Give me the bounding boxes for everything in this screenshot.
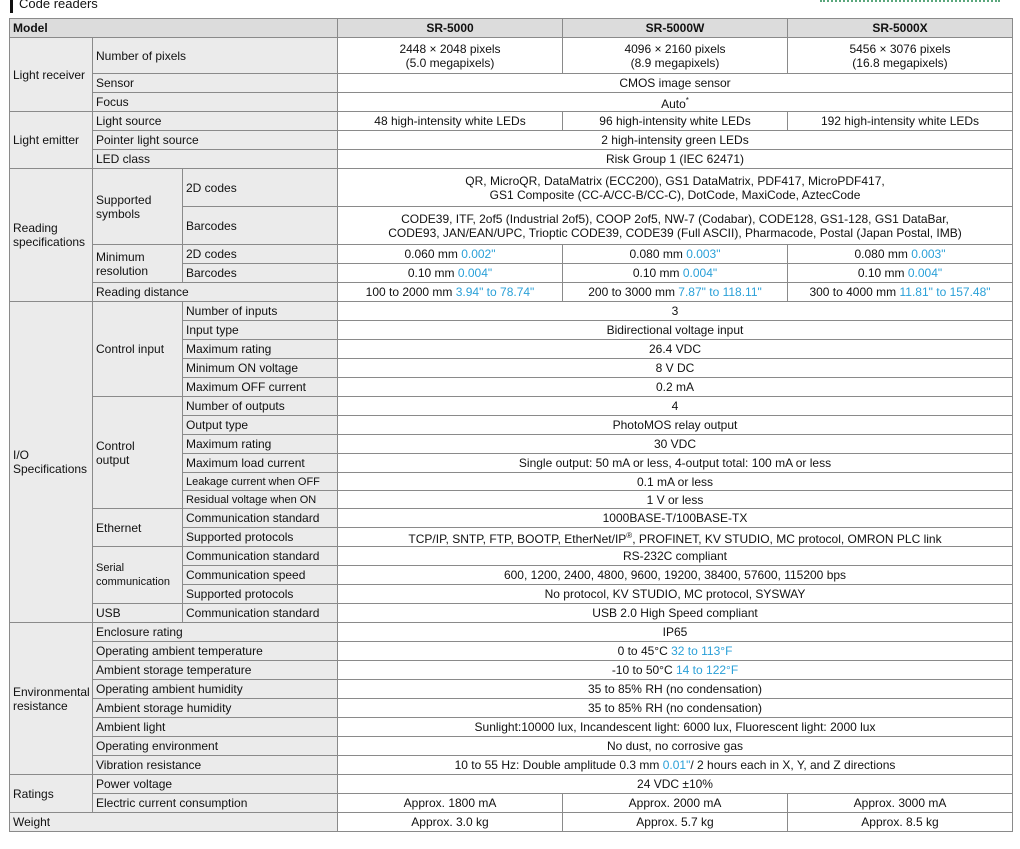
value-serial-row: No protocol, KV STUDIO, MC protocol, SYSWAY [338, 585, 1013, 604]
value-distance-sr5000x: 300 to 4000 mm 11.81" to 157.48" [788, 283, 1013, 302]
label-co-row: Number of outputs [183, 397, 338, 416]
value-co-row: Single output: 50 mA or less, 4-output total: 100 mA or less [338, 454, 1013, 473]
label-focus: Focus [93, 93, 338, 112]
label-op-humidity: Operating ambient humidity [93, 680, 338, 699]
value-pixels-sr5000w: 4096 × 2160 pixels (8.9 megapixels) [563, 38, 788, 74]
label-serial-row: Communication standard [183, 547, 338, 566]
label-op-environment: Operating environment [93, 737, 338, 756]
group-environmental: Environmental resistance [10, 623, 93, 775]
label-2d-codes: 2D codes [183, 169, 338, 207]
section-title: Code readers [10, 0, 98, 13]
value-res-bar-sr5000: 0.10 mm 0.004" [338, 264, 563, 283]
value-ci-row: 3 [338, 302, 1013, 321]
value-power-voltage: 24 VDC ±10% [338, 775, 1013, 794]
label-control-input: Control input [93, 302, 183, 397]
value-co-row: PhotoMOS relay output [338, 416, 1013, 435]
group-ratings: Ratings [10, 775, 93, 813]
value-current-sr5000w: Approx. 2000 mA [563, 794, 788, 813]
label-min-resolution: Minimum resolution [93, 245, 183, 283]
value-storage-humidity: 35 to 85% RH (no condensation) [338, 699, 1013, 718]
value-res-bar-sr5000w: 0.10 mm 0.004" [563, 264, 788, 283]
label-power-voltage: Power voltage [93, 775, 338, 794]
value-op-environment: No dust, no corrosive gas [338, 737, 1013, 756]
label-ethernet: Ethernet [93, 509, 183, 547]
label-serial-row: Supported protocols [183, 585, 338, 604]
label-pixels: Number of pixels [93, 38, 338, 74]
label-vibration: Vibration resistance [93, 756, 338, 775]
label-serial-row: Communication speed [183, 566, 338, 585]
label-eth-proto: Supported protocols [183, 528, 338, 547]
value-vibration: 10 to 55 Hz: Double amplitude 0.3 mm 0.01"/ 2 hours each in X, Y, and Z directions [338, 756, 1013, 775]
label-pointer: Pointer light source [93, 131, 338, 150]
value-ambient-light: Sunlight:10000 lux, Incandescent light: 6000 lux, Fluorescent light: 2000 lux [338, 718, 1013, 737]
value-co-row: 1 V or less [338, 491, 1013, 509]
value-light-source-sr5000: 48 high-intensity white LEDs [338, 112, 563, 131]
group-light-emitter: Light emitter [10, 112, 93, 169]
label-serial: Serial communication [93, 547, 183, 604]
label-ci-row: Input type [183, 321, 338, 340]
label-enclosure: Enclosure rating [93, 623, 338, 642]
value-storage-temp: -10 to 50°C 14 to 122°F [338, 661, 1013, 680]
value-pixels-sr5000x: 5456 × 3076 pixels (16.8 megapixels) [788, 38, 1013, 74]
value-eth-proto: TCP/IP, SNTP, FTP, BOOTP, EtherNet/IP®, PROFINET, KV STUDIO, MC protocol, OMRON PLC link [338, 528, 1013, 547]
label-current: Electric current consumption [93, 794, 338, 813]
value-distance-sr5000: 100 to 2000 mm 3.94" to 78.74" [338, 283, 563, 302]
label-led-class: LED class [93, 150, 338, 169]
label-storage-humidity: Ambient storage humidity [93, 699, 338, 718]
label-co-row: Maximum rating [183, 435, 338, 454]
label-light-source: Light source [93, 112, 338, 131]
model-sr-5000x: SR-5000X [788, 19, 1013, 38]
label-co-row: Residual voltage when ON [183, 491, 338, 509]
value-light-source-sr5000w: 96 high-intensity white LEDs [563, 112, 788, 131]
value-led-class: Risk Group 1 (IEC 62471) [338, 150, 1013, 169]
label-res-barcodes: Barcodes [183, 264, 338, 283]
label-ci-row: Maximum OFF current [183, 378, 338, 397]
label-barcodes: Barcodes [183, 207, 338, 245]
label-storage-temp: Ambient storage temperature [93, 661, 338, 680]
value-res-2d-sr5000w: 0.080 mm 0.003" [563, 245, 788, 264]
label-eth-std: Communication standard [183, 509, 338, 528]
value-res-2d-sr5000: 0.060 mm 0.002" [338, 245, 563, 264]
header-row [10, 19, 1013, 38]
value-weight-sr5000: Approx. 3.0 kg [338, 813, 563, 832]
group-reading: Reading specifications [10, 169, 93, 302]
label-control-output: Control output [93, 397, 183, 509]
model-sr-5000w: SR-5000W [563, 19, 788, 38]
value-weight-sr5000w: Approx. 5.7 kg [563, 813, 788, 832]
label-sensor: Sensor [93, 74, 338, 93]
value-ci-row: 0.2 mA [338, 378, 1013, 397]
value-light-source-sr5000x: 192 high-intensity white LEDs [788, 112, 1013, 131]
label-ambient-light: Ambient light [93, 718, 338, 737]
label-reading-distance: Reading distance [93, 283, 338, 302]
label-res-2d: 2D codes [183, 245, 338, 264]
model-header: Model [10, 19, 338, 38]
value-res-2d-sr5000x: 0.080 mm 0.003" [788, 245, 1013, 264]
group-io: I/O Specifications [10, 302, 93, 623]
label-ci-row: Minimum ON voltage [183, 359, 338, 378]
value-current-sr5000x: Approx. 3000 mA [788, 794, 1013, 813]
label-ci-row: Number of inputs [183, 302, 338, 321]
value-ci-row: 8 V DC [338, 359, 1013, 378]
value-current-sr5000: Approx. 1800 mA [338, 794, 563, 813]
label-supported-symbols: Supported symbols [93, 169, 183, 245]
decorative-rule [820, 0, 1000, 5]
spec-table [9, 18, 1013, 832]
value-op-temp: 0 to 45°C 32 to 113°F [338, 642, 1013, 661]
value-pixels-sr5000: 2448 × 2048 pixels (5.0 megapixels) [338, 38, 563, 74]
value-pointer: 2 high-intensity green LEDs [338, 131, 1013, 150]
group-light-receiver: Light receiver [10, 38, 93, 112]
label-usb-std: Communication standard [183, 604, 338, 623]
value-eth-std: 1000BASE-T/100BASE-TX [338, 509, 1013, 528]
label-usb: USB [93, 604, 183, 623]
label-ci-row: Maximum rating [183, 340, 338, 359]
value-distance-sr5000w: 200 to 3000 mm 7.87" to 118.11" [563, 283, 788, 302]
label-op-temp: Operating ambient temperature [93, 642, 338, 661]
value-usb-std: USB 2.0 High Speed compliant [338, 604, 1013, 623]
value-enclosure: IP65 [338, 623, 1013, 642]
label-co-row: Leakage current when OFF [183, 473, 338, 491]
value-ci-row: Bidirectional voltage input [338, 321, 1013, 340]
value-serial-row: 600, 1200, 2400, 4800, 9600, 19200, 38400, 57600, 115200 bps [338, 566, 1013, 585]
value-op-humidity: 35 to 85% RH (no condensation) [338, 680, 1013, 699]
value-serial-row: RS-232C compliant [338, 547, 1013, 566]
value-co-row: 4 [338, 397, 1013, 416]
value-2d-codes: QR, MicroQR, DataMatrix (ECC200), GS1 DataMatrix, PDF417, MicroPDF417, GS1 Composite (CC-A/CC-B/CC-C), DotCode, MaxiCode, AztecCode [338, 169, 1013, 207]
label-weight: Weight [10, 813, 338, 832]
value-res-bar-sr5000x: 0.10 mm 0.004" [788, 264, 1013, 283]
label-co-row: Maximum load current [183, 454, 338, 473]
value-sensor: CMOS image sensor [338, 74, 1013, 93]
value-barcodes: CODE39, ITF, 2of5 (Industrial 2of5), COOP 2of5, NW-7 (Codabar), CODE128, GS1-128, GS1 DataBar, CODE93, JAN/EAN/UPC, Trioptic CODE39, CODE39 (Full ASCII), Pharmacode, Postal (Japan Postal, IMB) [338, 207, 1013, 245]
value-weight-sr5000x: Approx. 8.5 kg [788, 813, 1013, 832]
value-ci-row: 26.4 VDC [338, 340, 1013, 359]
model-sr-5000: SR-5000 [338, 19, 563, 38]
value-co-row: 0.1 mA or less [338, 473, 1013, 491]
value-focus: Auto* [338, 93, 1013, 112]
value-co-row: 30 VDC [338, 435, 1013, 454]
label-co-row: Output type [183, 416, 338, 435]
